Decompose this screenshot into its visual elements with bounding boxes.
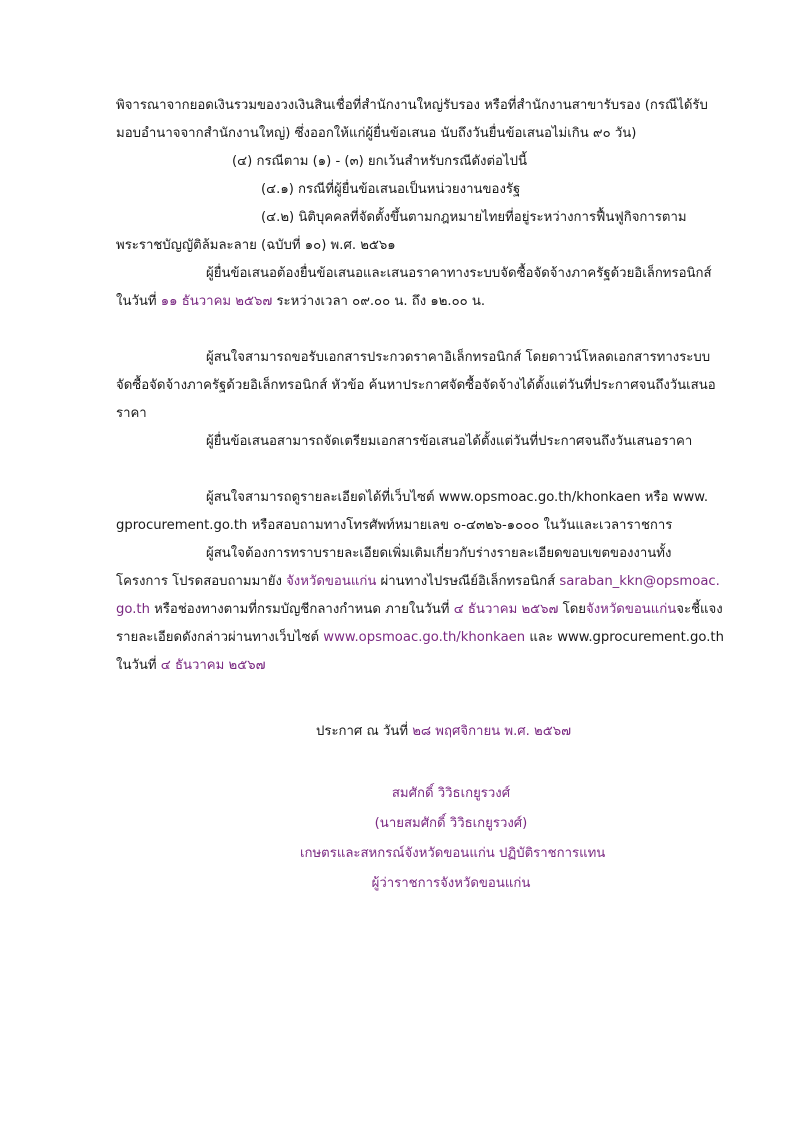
text-segment: หรือช่องทางตามที่กรมบัญชีกลางกำหนด ภายในวันที่ <box>149 602 454 617</box>
text-segment: ประกาศ ณ วันที่ <box>316 724 413 739</box>
signer-position: เกษตรและสหกรณ์จังหวัดขอนแก่น ปฏิบัติราชการแทน <box>300 846 606 861</box>
clarification-date: ๔ ธันวาคม ๒๕๖๗ <box>160 658 266 673</box>
document-download-paragraph: ผู้สนใจสามารถขอรับเอกสารประกวดราคาอิเล็กทรอนิกส์ โดยดาวน์โหลดเอกสารทางระบบ <box>206 350 711 365</box>
text-segment: จะชี้แจง <box>676 602 723 617</box>
text-segment: รายละเอียดดังกล่าวผ่านทางเว็บไซต์ <box>116 630 324 645</box>
text-segment: ผ่านทางไปรษณีย์อิเล็กทรอนิกส์ <box>376 574 560 589</box>
signer-full-name: (นายสมศักดิ์ วิวิธเกยูรวงศ์) <box>374 816 528 831</box>
body-line-6: พระราชบัญญัติล้มละลาย (ฉบับที่ ๑๐) พ.ศ. ๒๕๖๑ <box>116 238 396 253</box>
signature-name: สมศักดิ์ วิวิธเกยูรวงศ์ <box>391 786 511 801</box>
text-segment: ในวันที่ <box>116 658 161 673</box>
body-line-2: มอบอำนาจจากสำนักงานใหญ่) ซึ่งออกให้แก่ผู้ยื่นข้อเสนอ นับถึงวันยื่นข้อเสนอไม่เกิน ๙๐ วัน) <box>116 126 637 141</box>
province-name: จังหวัดขอนแก่น <box>286 574 377 589</box>
submission-date: ๑๑ ธันวาคม ๒๕๖๗ <box>160 294 273 309</box>
body-line-11: ราคา <box>116 406 147 421</box>
inquiry-deadline: ๔ ธันวาคม ๒๕๖๗ <box>453 602 559 617</box>
announcement-date: ๒๘ พฤศจิกายน พ.ศ. ๒๕๖๗ <box>412 724 571 739</box>
preparation-paragraph: ผู้ยื่นข้อเสนอสามารถจัดเตรียมเอกสารข้อเสนอได้ตั้งแต่วันที่ประกาศจนถึงวันเสนอราคา <box>206 434 693 449</box>
text-segment: ในวันที่ <box>116 294 161 309</box>
body-line-14: gprocurement.go.th หรือสอบถามทางโทรศัพท์หมายเลข ๐-๔๓๒๖-๑๐๐๐ ในวันและเวลาราชการ <box>116 518 673 533</box>
submission-date-line <box>116 292 485 312</box>
email-link[interactable]: saraban_kkn@opsmoac. <box>559 574 720 589</box>
text-segment: ระหว่างเวลา ๐๙.๐๐ น. ถึง ๑๒.๐๐ น. <box>272 294 486 309</box>
body-line-17 <box>116 600 723 620</box>
body-line-10: จัดซื้อจัดจ้างภาครัฐด้วยอิเล็กทรอนิกส์ หัวข้อ ค้นหาประกาศจัดซื้อจัดจ้างได้ตั้งแต่วันที่ประกาศจนถึงวันเสนอ <box>116 378 716 393</box>
body-line-19 <box>116 656 265 676</box>
clause-4-2: (๔.๒) นิติบุคคลที่จัดตั้งขึ้นตามกฎหมายไทยที่อยู่ระหว่างการฟื้นฟูกิจการตาม <box>261 210 687 225</box>
text-segment: โดย <box>558 602 586 617</box>
province-name: จังหวัดขอนแก่น <box>586 602 677 617</box>
body-line-18 <box>116 628 724 648</box>
announcement-date-line <box>316 722 571 742</box>
inquiry-paragraph: ผู้สนใจต้องการทราบรายละเอียดเพิ่มเติมเกี่ยวกับร่างรายละเอียดขอบเขตของงานทั้ง <box>206 546 672 561</box>
clause-4: (๔) กรณีตาม (๑) - (๓) ยกเว้นสำหรับกรณีดังต่อไปนี้ <box>232 154 527 169</box>
submission-paragraph: ผู้ยื่นข้อเสนอต้องยื่นข้อเสนอและเสนอราคาทางระบบจัดซื้อจัดจ้างภาครัฐด้วยอิเล็กทรอนิกส์ <box>206 266 712 281</box>
body-line-1: พิจารณาจากยอดเงินรวมของวงเงินสินเชื่อที่สำนักงานใหญ่รับรอง หรือที่สำนักงานสาขารับรอง (กรณีได้รับ <box>116 98 708 113</box>
email-link-continued[interactable]: go.th <box>116 602 150 617</box>
text-segment: และ www.gprocurement.go.th <box>525 630 724 645</box>
signer-title: ผู้ว่าราชการจังหวัดขอนแก่น <box>371 876 531 891</box>
text-segment: โครงการ โปรดสอบถามมายัง <box>116 574 287 589</box>
clause-4-1: (๔.๑) กรณีที่ผู้ยื่นข้อเสนอเป็นหน่วยงานของรัฐ <box>261 182 521 197</box>
body-line-16 <box>116 572 720 592</box>
website-paragraph: ผู้สนใจสามารถดูรายละเอียดได้ที่เว็บไซต์ www.opsmoac.go.th/khonkaen หรือ www. <box>206 490 709 505</box>
website-link[interactable]: www.opsmoac.go.th/khonkaen <box>323 630 526 645</box>
